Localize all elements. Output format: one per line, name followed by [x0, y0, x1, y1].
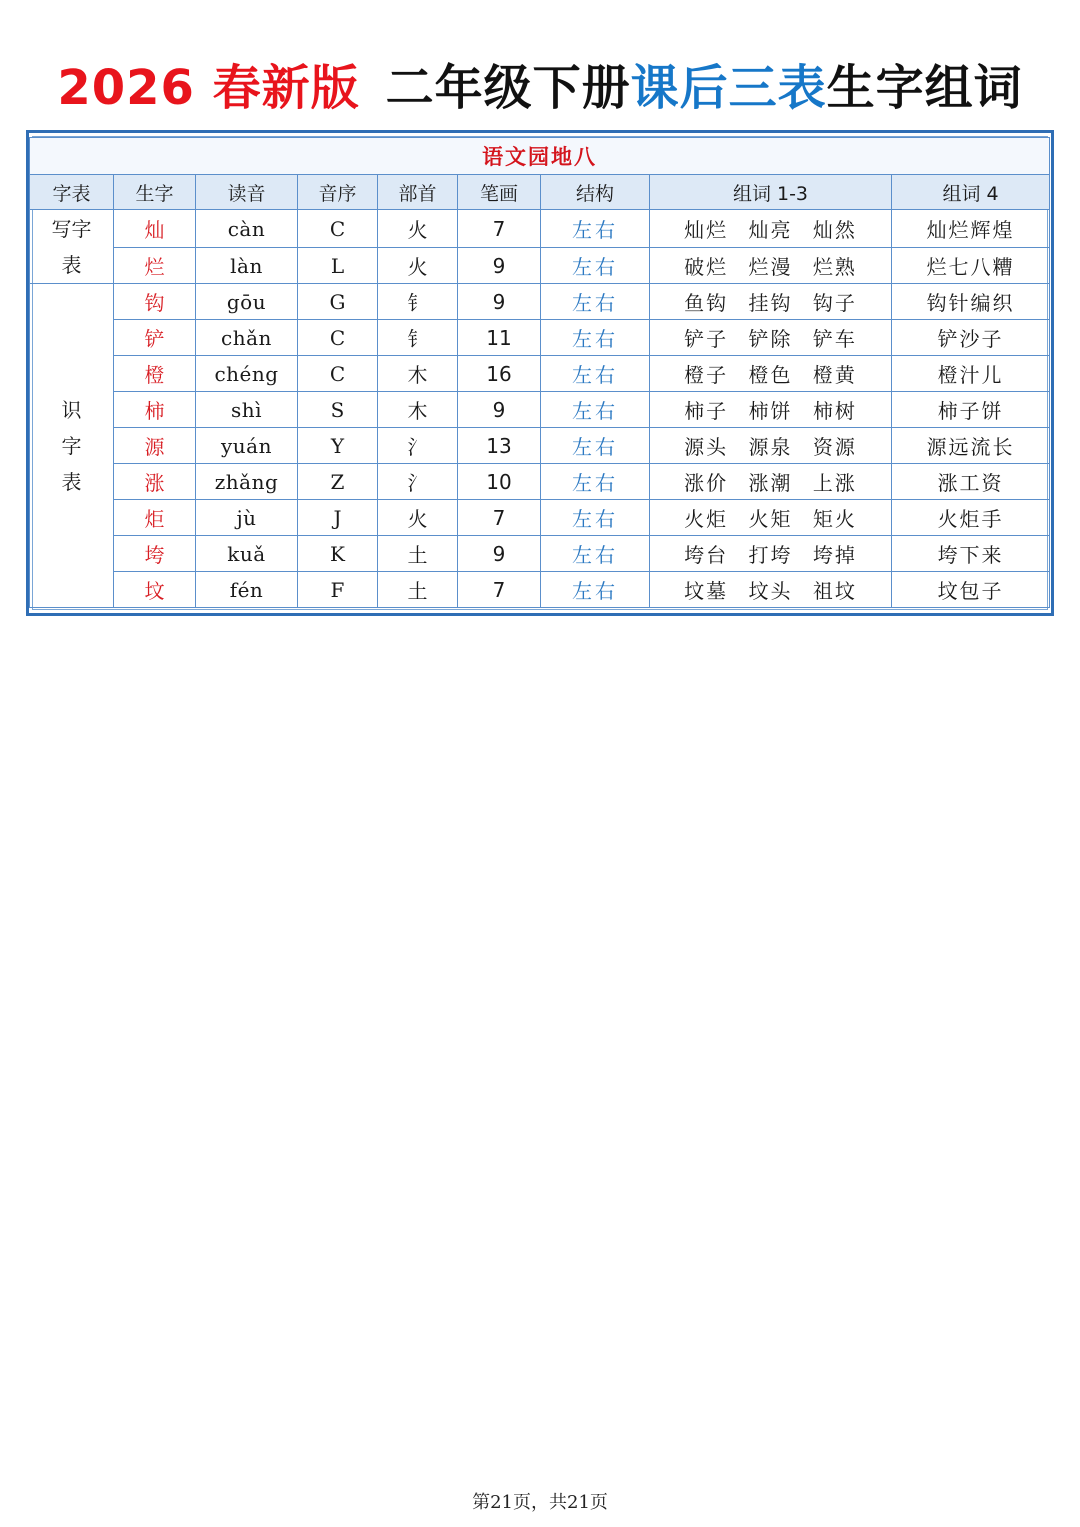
- pinyin-cell: kuǎ: [196, 536, 298, 572]
- structure-cell: 左右: [541, 356, 650, 392]
- initial-cell: Z: [298, 464, 378, 500]
- group-recognition-table: [30, 284, 114, 608]
- radical-cell: 木: [378, 392, 458, 428]
- structure-cell: 左右: [541, 572, 650, 608]
- word4-cell: 烂七八糟: [892, 248, 1050, 284]
- initial-cell: C: [298, 320, 378, 356]
- character-cell: 烂: [114, 248, 196, 284]
- word4-cell: 灿烂辉煌: [892, 210, 1050, 248]
- words-cell: 破烂 烂漫 烂熟: [650, 248, 892, 284]
- radical-cell: 土: [378, 536, 458, 572]
- character-cell: 涨: [114, 464, 196, 500]
- character-cell: 坟: [114, 572, 196, 608]
- pinyin-cell: càn: [196, 210, 298, 248]
- table-row: [30, 248, 1050, 284]
- word4-cell: 火炬手: [892, 500, 1050, 536]
- title-grade: 二年级下册: [385, 60, 631, 116]
- words-cell: 火炬 火矩 矩火: [650, 500, 892, 536]
- group-label-line: 表: [61, 469, 82, 494]
- column-header: 笔画: [458, 175, 541, 210]
- initial-cell: S: [298, 392, 378, 428]
- words-cell: 垮台 打垮 垮掉: [650, 536, 892, 572]
- stroke-count-cell: 9: [458, 284, 541, 320]
- structure-cell: 左右: [541, 248, 650, 284]
- stroke-count-cell: 7: [458, 572, 541, 608]
- page-title: [0, 58, 1080, 118]
- words-cell: 铲子 铲除 铲车: [650, 320, 892, 356]
- words-cell: 橙子 橙色 橙黄: [650, 356, 892, 392]
- structure-cell: 左右: [541, 210, 650, 248]
- stroke-count-cell: 9: [458, 536, 541, 572]
- pinyin-cell: fén: [196, 572, 298, 608]
- structure-cell: 左右: [541, 464, 650, 500]
- stroke-count-cell: 7: [458, 210, 541, 248]
- structure-cell: 左右: [541, 392, 650, 428]
- page-footer: 第21页，共21页: [472, 1492, 608, 1513]
- stroke-count-cell: 9: [458, 248, 541, 284]
- pinyin-cell: làn: [196, 248, 298, 284]
- structure-cell: 左右: [541, 320, 650, 356]
- initial-cell: C: [298, 356, 378, 392]
- group-label-line: 表: [61, 252, 82, 277]
- table-row: [30, 464, 1050, 500]
- group-label-line: 识: [61, 397, 82, 422]
- word4-cell: 柿子饼: [892, 392, 1050, 428]
- structure-cell: 左右: [541, 284, 650, 320]
- pinyin-cell: jù: [196, 500, 298, 536]
- radical-cell: 土: [378, 572, 458, 608]
- column-header: 生字: [114, 175, 196, 210]
- words-cell: 源头 源泉 资源: [650, 428, 892, 464]
- table-row: [30, 356, 1050, 392]
- word4-cell: 坟包子: [892, 572, 1050, 608]
- title-edition: 2026 春新版: [57, 60, 360, 116]
- initial-cell: C: [298, 210, 378, 248]
- stroke-count-cell: 7: [458, 500, 541, 536]
- header-row: [30, 175, 1050, 210]
- stroke-count-cell: 10: [458, 464, 541, 500]
- table-caption: 语文园地八: [30, 138, 1050, 175]
- pinyin-cell: chéng: [196, 356, 298, 392]
- table-row: [30, 284, 1050, 320]
- character-cell: 橙: [114, 356, 196, 392]
- table-row: [30, 572, 1050, 608]
- words-cell: 涨价 涨潮 上涨: [650, 464, 892, 500]
- column-header: 组词 1-3: [650, 175, 892, 210]
- group-label-line: 写字: [51, 216, 92, 241]
- words-cell: 柿子 柿饼 柿树: [650, 392, 892, 428]
- character-cell: 源: [114, 428, 196, 464]
- table-row: [30, 210, 1050, 248]
- word4-cell: 橙汁儿: [892, 356, 1050, 392]
- character-cell: 垮: [114, 536, 196, 572]
- initial-cell: J: [298, 500, 378, 536]
- words-cell: 灿烂 灿亮 灿然: [650, 210, 892, 248]
- radical-cell: 氵: [378, 464, 458, 500]
- column-header: 部首: [378, 175, 458, 210]
- word4-cell: 钩针编织: [892, 284, 1050, 320]
- column-header: 字表: [30, 175, 114, 210]
- radical-cell: 钅: [378, 320, 458, 356]
- character-cell: 铲: [114, 320, 196, 356]
- words-cell: 坟墓 坟头 祖坟: [650, 572, 892, 608]
- radical-cell: 火: [378, 210, 458, 248]
- column-header: 组词 4: [892, 175, 1050, 210]
- character-cell: 灿: [114, 210, 196, 248]
- table-row: [30, 428, 1050, 464]
- word4-cell: 铲沙子: [892, 320, 1050, 356]
- character-cell: 柿: [114, 392, 196, 428]
- group-writing-table: [30, 210, 114, 284]
- stroke-count-cell: 16: [458, 356, 541, 392]
- initial-cell: Y: [298, 428, 378, 464]
- stroke-count-cell: 11: [458, 320, 541, 356]
- initial-cell: G: [298, 284, 378, 320]
- column-header: 音序: [298, 175, 378, 210]
- radical-cell: 火: [378, 500, 458, 536]
- group-label-line: 字: [61, 433, 82, 458]
- word4-cell: 涨工资: [892, 464, 1050, 500]
- title-topic: 课后三表: [630, 60, 827, 116]
- pinyin-cell: chǎn: [196, 320, 298, 356]
- radical-cell: 木: [378, 356, 458, 392]
- character-cell: 钩: [114, 284, 196, 320]
- table-row: [30, 500, 1050, 536]
- initial-cell: F: [298, 572, 378, 608]
- table-row: [30, 536, 1050, 572]
- table-row: [30, 320, 1050, 356]
- pinyin-cell: zhǎng: [196, 464, 298, 500]
- word4-cell: 垮下来: [892, 536, 1050, 572]
- structure-cell: 左右: [541, 536, 650, 572]
- word4-cell: 源远流长: [892, 428, 1050, 464]
- character-cell: 炬: [114, 500, 196, 536]
- pinyin-cell: shì: [196, 392, 298, 428]
- table-row: [30, 392, 1050, 428]
- column-header: 结构: [541, 175, 650, 210]
- initial-cell: L: [298, 248, 378, 284]
- radical-cell: 氵: [378, 428, 458, 464]
- stroke-count-cell: 13: [458, 428, 541, 464]
- structure-cell: 左右: [541, 428, 650, 464]
- initial-cell: K: [298, 536, 378, 572]
- radical-cell: 火: [378, 248, 458, 284]
- radical-cell: 钅: [378, 284, 458, 320]
- structure-cell: 左右: [541, 500, 650, 536]
- pinyin-cell: yuán: [196, 428, 298, 464]
- pinyin-cell: gōu: [196, 284, 298, 320]
- vocabulary-table: [29, 137, 1050, 608]
- stroke-count-cell: 9: [458, 392, 541, 428]
- words-cell: 鱼钩 挂钩 钩子: [650, 284, 892, 320]
- title-subject: 生字组词: [826, 60, 1023, 116]
- column-header: 读音: [196, 175, 298, 210]
